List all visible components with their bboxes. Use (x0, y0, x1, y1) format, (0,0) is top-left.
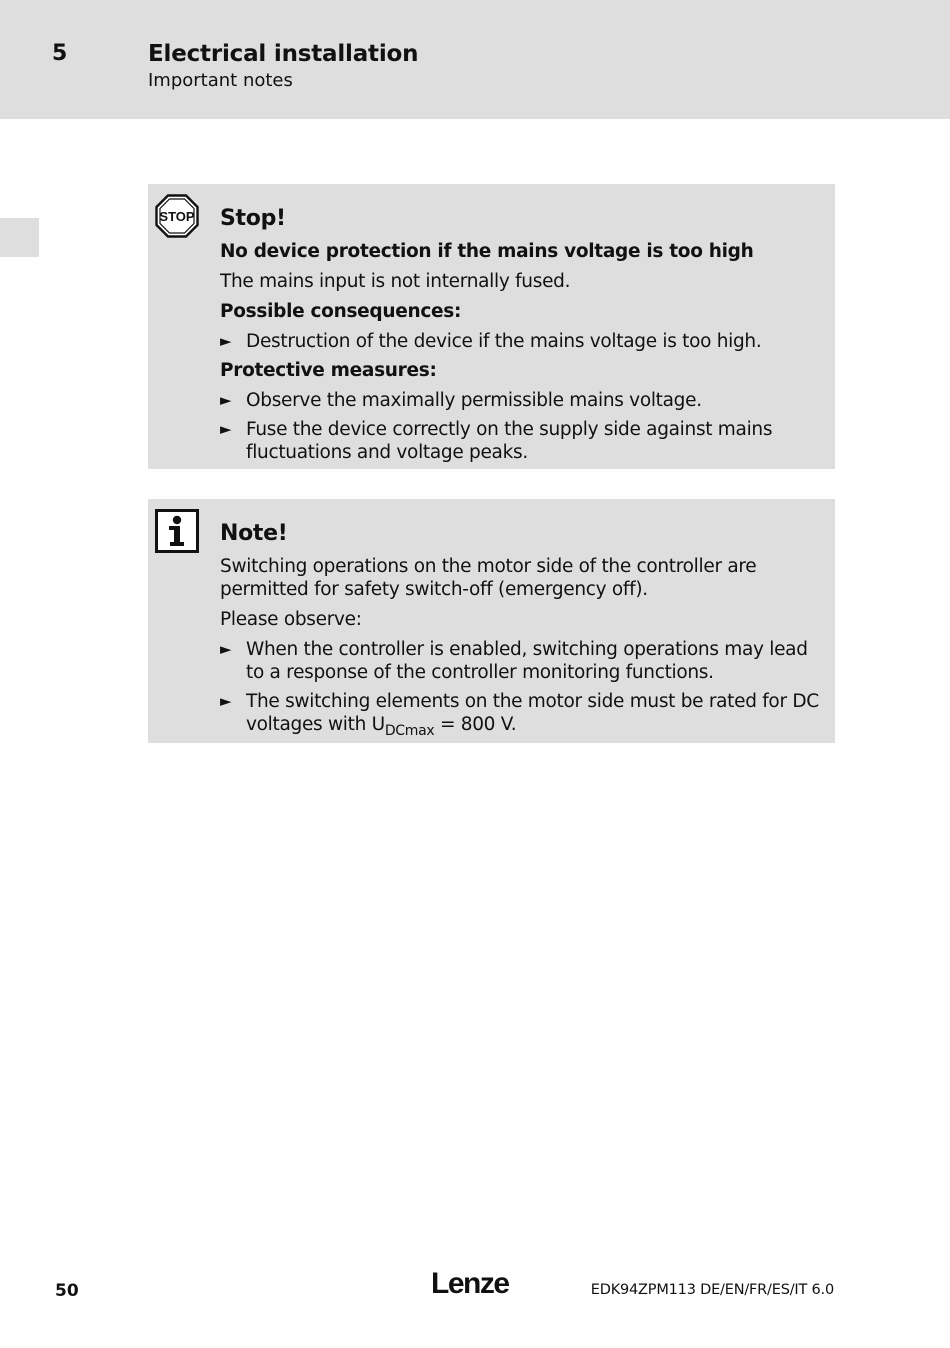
note-bullet-text (246, 691, 819, 739)
info-icon (155, 509, 199, 553)
chapter-title: Electrical installation (148, 41, 419, 67)
stop-sign-icon (155, 194, 199, 238)
page-number: 50 (55, 1281, 79, 1301)
list-item (220, 690, 825, 739)
measures-label: Protective measures: (220, 360, 437, 381)
document-reference: EDK94ZPM113 DE/EN/FR/ES/IT 6.0 (590, 1282, 834, 1298)
stop-sign-text: STOP (159, 209, 195, 224)
stop-heading: Stop! (220, 206, 286, 231)
bullet-arrow-icon: ► (220, 391, 232, 409)
lenze-logo: Lenze (431, 1267, 509, 1300)
chapter-header (0, 0, 950, 119)
stop-box-content (220, 206, 825, 470)
bullet-arrow-icon: ► (220, 420, 232, 438)
bullet-arrow-icon: ► (220, 332, 232, 350)
bullet-arrow-icon: ► (220, 692, 232, 710)
voltage-text-pre: The switching elements on the motor side must be rated for DC voltages with U (246, 691, 819, 735)
consequences-label: Possible consequences: (220, 301, 462, 322)
note-heading: Note! (220, 521, 288, 546)
list-item (220, 330, 825, 353)
note-box-content (220, 521, 825, 742)
consequence-text: Destruction of the device if the mains voltage is too high. (246, 331, 762, 352)
chapter-side-tab (0, 218, 39, 257)
note-box (148, 499, 835, 743)
voltage-text-post: = 800 V. (434, 714, 517, 735)
stop-warning-box (148, 184, 835, 469)
stop-subheading: No device protection if the mains voltage is too high (220, 241, 754, 262)
note-bullet-text: When the controller is enabled, switching operations may lead to a response of the controller monitoring functions. (246, 639, 808, 683)
chapter-number: 5 (52, 41, 68, 66)
list-item (220, 418, 825, 464)
measure-text: Fuse the device correctly on the supply side against mains fluctuations and voltage peaks. (246, 419, 773, 463)
note-text: Switching operations on the motor side of the controller are permitted for safety switch-off (emergency off). (220, 556, 757, 600)
list-item (220, 638, 825, 684)
chapter-subtitle: Important notes (148, 70, 293, 91)
measure-text: Observe the maximally permissible mains voltage. (246, 390, 702, 411)
list-item (220, 389, 825, 412)
stop-text: The mains input is not internally fused. (220, 271, 571, 292)
voltage-subscript: DCmax (384, 723, 435, 739)
bullet-arrow-icon: ► (220, 640, 232, 658)
observe-label: Please observe: (220, 609, 362, 630)
